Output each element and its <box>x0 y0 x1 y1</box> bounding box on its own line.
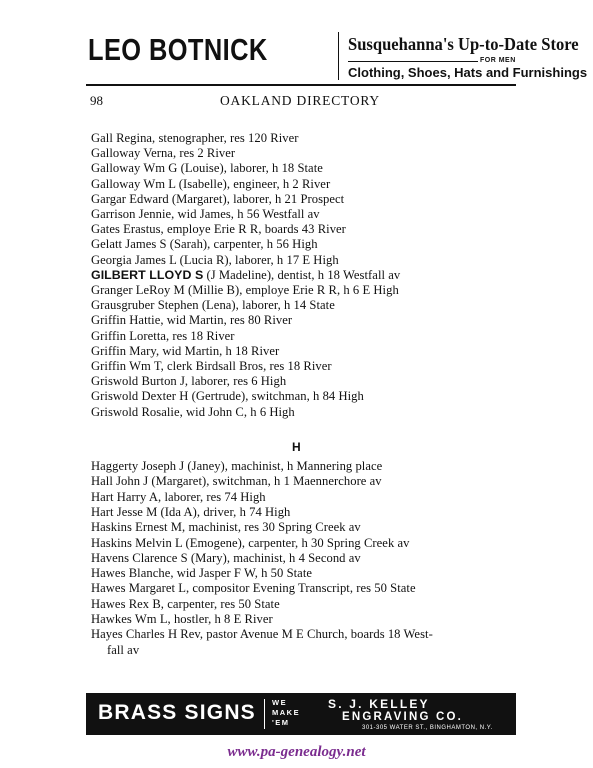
directory-entry: Hayes Charles H Rev, pastor Avenue M E Church, boards 18 West- <box>91 627 433 642</box>
ad-for-men: FOR MEN <box>480 57 516 64</box>
directory-entry: Hart Jesse M (Ida A), driver, h 74 High <box>91 504 291 519</box>
entry-text: Grausgruber Stephen (Lena), laborer, h 14 State <box>91 298 335 313</box>
directory-entry-continuation: fall av <box>107 642 140 657</box>
entry-text: Griswold Rosalie, wid John C, h 6 High <box>91 404 295 419</box>
entry-text: Griffin Loretta, res 18 River <box>91 328 235 343</box>
ad-brand-name: LEO BOTNICK <box>88 32 268 67</box>
directory-entry: Havens Clarence S (Mary), machinist, h 4 Second av <box>91 550 361 565</box>
kelley-engraving-advertisement <box>86 693 516 735</box>
directory-entry <box>91 192 344 207</box>
ad-we-make-em <box>272 698 312 728</box>
entry-text: Galloway Wm L (Isabelle), engineer, h 2 River <box>91 176 331 191</box>
directory-entry <box>91 359 332 374</box>
directory-entry <box>91 374 286 389</box>
ad-address: 301-305 WATER ST., BINGHAMTON, N.Y. <box>362 725 493 731</box>
ad-company-line2: ENGRAVING CO. <box>342 711 464 723</box>
entry-text: Galloway Verna, res 2 River <box>91 146 236 161</box>
directory-entry <box>91 177 330 192</box>
directory-entry <box>91 298 335 313</box>
entry-text: Griswold Dexter H (Gertrude), switchman, h 84 High <box>91 389 364 404</box>
entry-text: Granger LeRoy M (Millie B), employe Erie R R, h 6 E High <box>91 283 399 297</box>
entry-text: Galloway Wm G (Louise), laborer, h 18 State <box>91 161 323 176</box>
section-letter: H <box>292 440 301 454</box>
ad-company <box>322 697 463 723</box>
entry-text: Gates Erastus, employe Erie R R, boards 43 River <box>91 222 346 237</box>
directory-entry <box>91 222 346 237</box>
entry-text: Griffin Wm T, clerk Birdsall Bros, res 18 River <box>91 359 332 373</box>
entry-text: Gall Regina, stenographer, res 120 River <box>91 131 299 145</box>
directory-entry: Hawes Rex B, carpenter, res 50 State <box>91 596 280 611</box>
directory-entry: Hart Harry A, laborer, res 74 High <box>91 489 266 504</box>
directory-entry <box>91 405 295 420</box>
ad-bottom-divider <box>264 699 265 729</box>
directory-entry <box>91 268 400 283</box>
directory-title: OAKLAND DIRECTORY <box>220 93 380 108</box>
directory-entry <box>91 283 399 298</box>
ad-we: WE <box>272 698 288 707</box>
ad-tagline: Susquehanna's Up-to-Date Store <box>348 34 579 54</box>
directory-entry <box>91 389 364 404</box>
directory-entry <box>91 237 318 252</box>
directory-entry: Hawkes Wm L, hostler, h 8 E River <box>91 612 273 626</box>
entry-text: Griffin Hattie, wid Martin, res 80 River <box>91 313 293 328</box>
entry-text: Griffin Mary, wid Martin, h 18 River <box>91 343 280 358</box>
running-head <box>88 93 516 111</box>
directory-entry: Hall John J (Margaret), switchman, h 1 Maennerchore av <box>91 474 382 489</box>
directory-entry: Haskins Melvin L (Emogene), carpenter, h 30 Spring Creek av <box>91 535 410 550</box>
directory-entry: Haggerty Joseph J (Janey), machinist, h Mannering place <box>91 459 383 473</box>
entry-text: Griswold Burton J, laborer, res 6 High <box>91 374 287 389</box>
ad-make: MAKE <box>272 708 301 717</box>
directory-entry <box>91 344 279 359</box>
directory-entry: Haskins Ernest M, machinist, res 30 Spring Creek av <box>91 520 361 535</box>
directory-entry <box>91 146 235 161</box>
entry-text: Gargar Edward (Margaret), laborer, h 21 Prospect <box>91 191 345 206</box>
ad-divider <box>338 32 339 80</box>
directory-entry <box>91 131 298 146</box>
directory-entry <box>91 329 235 344</box>
ad-rule <box>348 61 478 62</box>
entry-text: Garrison Jennie, wid James, h 56 Westfall av <box>91 207 320 221</box>
page-number: 98 <box>90 93 103 108</box>
directory-entry <box>91 313 292 328</box>
entry-text: Gelatt James S (Sarah), carpenter, h 56 High <box>91 237 318 252</box>
leo-botnick-advertisement <box>86 28 588 86</box>
directory-entry: Hawes Blanche, wid Jasper F W, h 50 State <box>91 566 313 581</box>
ad-em: 'EM <box>272 718 290 727</box>
entry-text: (J Madeline), dentist, h 18 Westfall av <box>203 267 401 282</box>
directory-entry <box>91 161 323 176</box>
ad-goods: Clothing, Shoes, Hats and Furnishings <box>348 65 588 80</box>
ad-company-line1: S. J. KELLEY <box>328 697 430 711</box>
directory-entry <box>91 253 339 268</box>
ad-brass-signs: BRASS SIGNS <box>98 701 256 724</box>
directory-entry: Hawes Margaret L, compositor Evening Transcript, res 50 State <box>91 581 416 596</box>
footer-url-link[interactable]: www.pa-genealogy.net <box>227 744 366 760</box>
entry-name-bold: GILBERT LLOYD S <box>91 267 204 282</box>
directory-entry <box>91 207 320 222</box>
entry-text: Georgia James L (Lucia R), laborer, h 17 E High <box>91 252 339 267</box>
